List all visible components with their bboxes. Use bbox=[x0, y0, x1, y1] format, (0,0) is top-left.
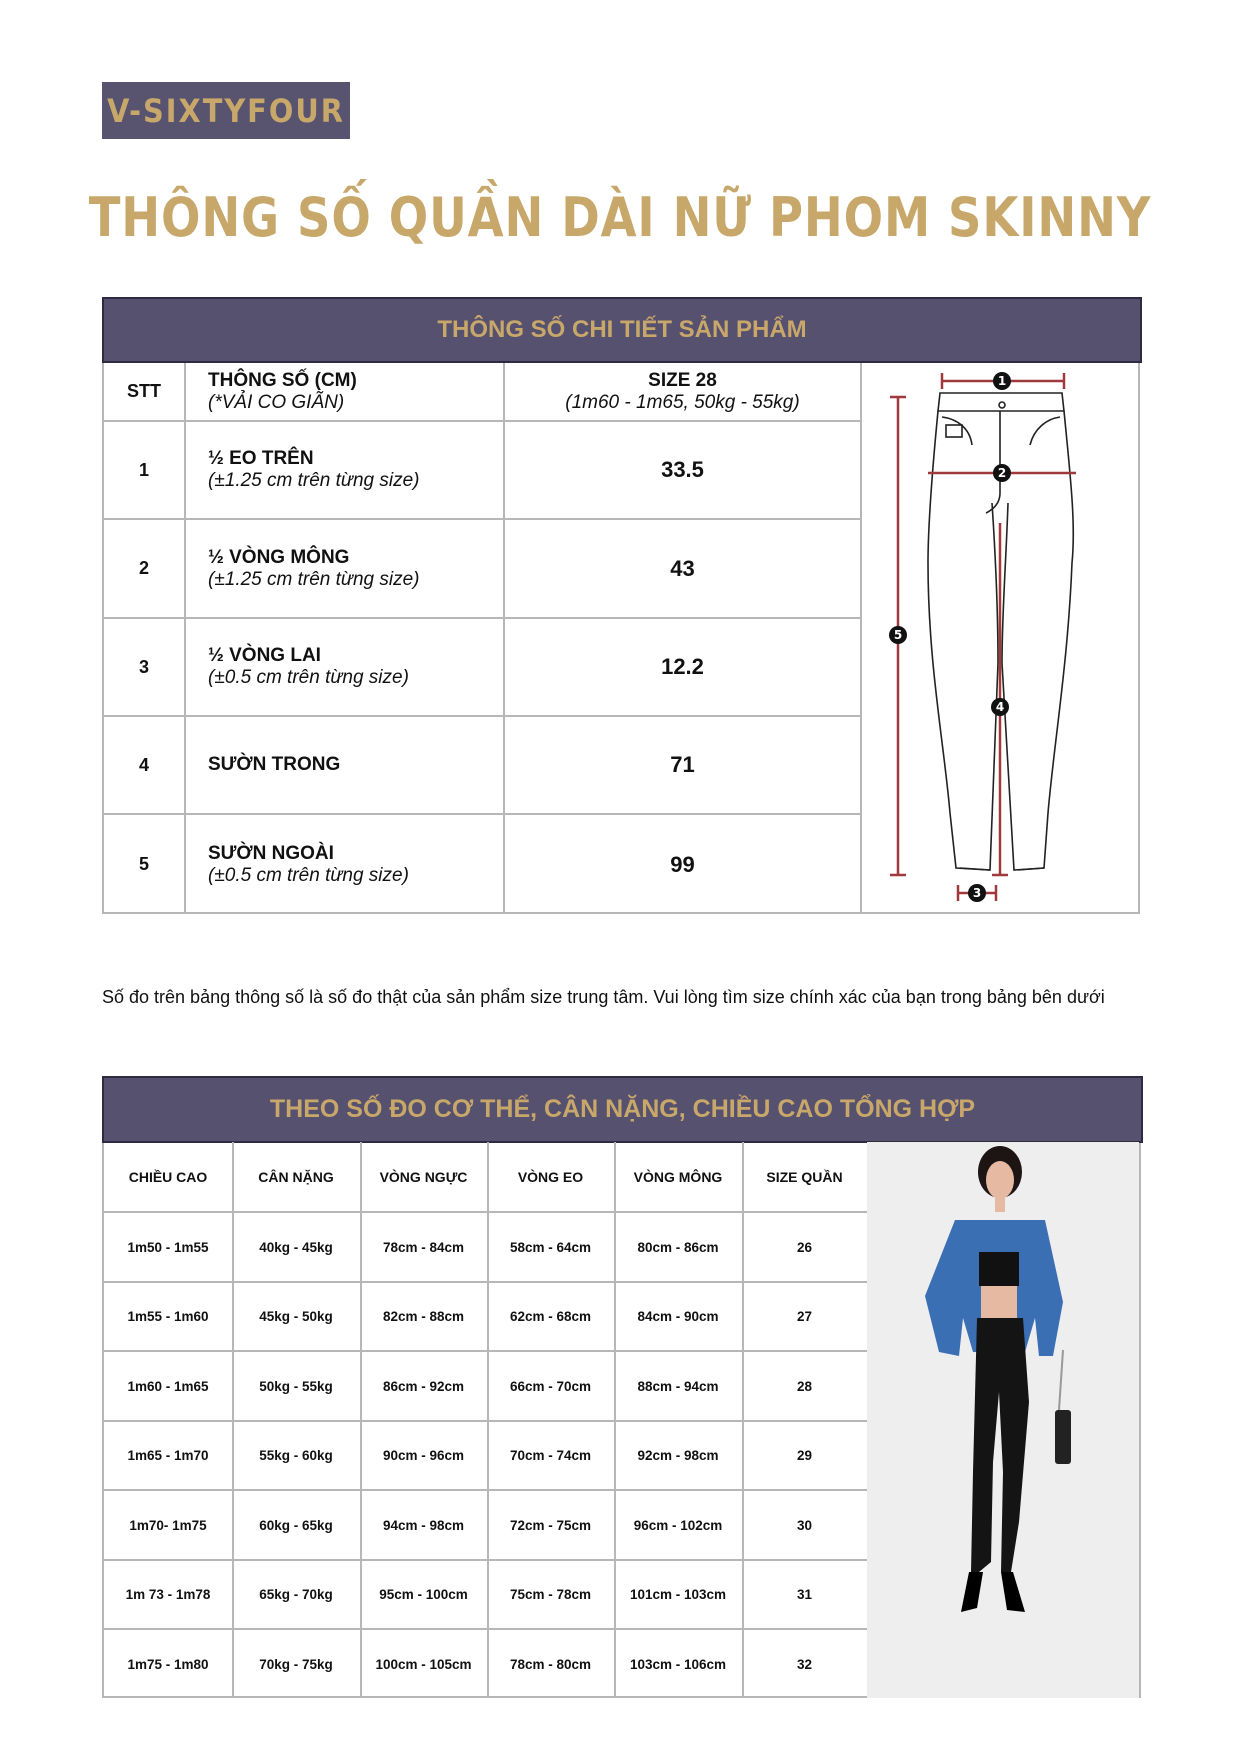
size-table-header: THEO SỐ ĐO CƠ THỂ, CÂN NẶNG, CHIỀU CAO TỔNG HỢP bbox=[102, 1076, 1143, 1143]
size-table-cell: 78cm - 80cm bbox=[509, 1656, 592, 1672]
row-spec-name: SƯỜN NGOÀI bbox=[208, 842, 334, 864]
row-spec-name: ½ EO TRÊN bbox=[208, 448, 314, 469]
row-spec-note: (±1.25 cm trên từng size) bbox=[208, 470, 420, 491]
row-spec-note: (±0.5 cm trên từng size) bbox=[208, 864, 409, 886]
pants-measurement-diagram bbox=[862, 363, 1140, 914]
size-table-cell: 31 bbox=[796, 1587, 813, 1602]
size-table-cell: 78cm - 84cm bbox=[382, 1239, 465, 1255]
brand-logo: V-SIXTYFOUR bbox=[102, 82, 350, 139]
size-col-header: VÒNG MÔNG bbox=[633, 1168, 723, 1185]
size-table-cell: 62cm - 68cm bbox=[509, 1309, 592, 1324]
size-table-cell: 72cm - 75cm bbox=[509, 1517, 592, 1533]
size-table-cell: 88cm - 94cm bbox=[637, 1378, 719, 1394]
size-col-header: SIZE QUẦN bbox=[766, 1168, 843, 1185]
size-table-cell: 30 bbox=[796, 1517, 813, 1533]
svg-text:1: 1 bbox=[997, 374, 1007, 388]
size-table-cell: 1m55 - 1m60 bbox=[127, 1309, 209, 1324]
size-table-cell: 100cm - 105cm bbox=[375, 1656, 472, 1672]
marker-2 bbox=[993, 464, 1011, 482]
row-value: 71 bbox=[670, 752, 695, 777]
size-table-cell: 27 bbox=[796, 1309, 813, 1324]
size-col-header: CÂN NẶNG bbox=[258, 1168, 334, 1185]
size-table-cell: 75cm - 78cm bbox=[509, 1587, 592, 1602]
col-spec-header bbox=[208, 363, 498, 420]
size-table-cell: 101cm - 103cm bbox=[629, 1587, 727, 1602]
col-spec-label: THÔNG SỐ (CM) bbox=[208, 369, 357, 391]
svg-text:4: 4 bbox=[995, 700, 1005, 714]
row-spec-note: (±0.5 cm trên từng size) bbox=[208, 667, 409, 688]
col-size-header bbox=[505, 363, 860, 420]
size-table-cell: 45kg - 50kg bbox=[259, 1309, 333, 1324]
size-table-cell: 80cm - 86cm bbox=[637, 1239, 719, 1255]
size-table-cell: 92cm - 98cm bbox=[637, 1448, 719, 1463]
col-spec-note: (*VẢI CO GIÃN) bbox=[208, 391, 345, 413]
row-spec-name: ½ VÒNG LAI bbox=[208, 645, 321, 666]
svg-text:5: 5 bbox=[893, 628, 903, 642]
size-table-cell: 1m60 - 1m65 bbox=[127, 1378, 209, 1394]
row-spec-note: (±1.25 cm trên từng size) bbox=[208, 568, 420, 590]
row-value: 43 bbox=[670, 555, 695, 581]
col-size-note: (1m60 - 1m65, 50kg - 55kg) bbox=[565, 391, 800, 413]
size-col-header: VÒNG EO bbox=[517, 1168, 584, 1185]
row-spec-name: SƯỜN TRONG bbox=[208, 754, 341, 775]
col-size-label: SIZE 28 bbox=[648, 369, 717, 391]
size-table-cell: 66cm - 70cm bbox=[509, 1378, 592, 1394]
model-photo bbox=[867, 1142, 1139, 1698]
size-table-cell: 1m65 - 1m70 bbox=[127, 1448, 209, 1463]
size-table-cell: 1m70- 1m75 bbox=[129, 1517, 207, 1533]
row-stt: 1 bbox=[138, 459, 149, 480]
row-value: 33.5 bbox=[661, 457, 704, 482]
size-table-cell: 60kg - 65kg bbox=[259, 1517, 333, 1533]
col-stt-label: STT bbox=[127, 381, 161, 401]
row-stt: 5 bbox=[138, 854, 149, 874]
page-title: THÔNG SỐ QUẦN DÀI NỮ PHOM SKINNY bbox=[88, 186, 1152, 249]
size-table-cell: 55kg - 60kg bbox=[259, 1448, 333, 1463]
spec-table-header: THÔNG SỐ CHI TIẾT SẢN PHẨM bbox=[102, 297, 1142, 363]
size-table-cell: 32 bbox=[796, 1656, 813, 1672]
marker-3 bbox=[968, 884, 986, 902]
size-col-header: CHIỀU CAO bbox=[128, 1168, 208, 1185]
marker-1 bbox=[993, 372, 1011, 390]
size-table-cell: 40kg - 45kg bbox=[259, 1239, 333, 1255]
size-table-cell: 70cm - 74cm bbox=[509, 1448, 592, 1463]
size-table-cell: 58cm - 64cm bbox=[509, 1239, 592, 1255]
svg-text:3: 3 bbox=[972, 886, 982, 900]
size-table-cell: 103cm - 106cm bbox=[629, 1656, 727, 1672]
size-table-cell: 29 bbox=[796, 1448, 813, 1463]
row-value: 12.2 bbox=[661, 654, 704, 679]
size-table-cell: 28 bbox=[796, 1378, 813, 1394]
size-table-cell: 50kg - 55kg bbox=[259, 1378, 333, 1394]
size-table-cell: 1m 73 - 1m78 bbox=[125, 1587, 211, 1602]
size-col-header: VÒNG NGỰC bbox=[379, 1168, 468, 1185]
row-stt: 3 bbox=[138, 656, 149, 677]
svg-text:2: 2 bbox=[997, 466, 1007, 480]
size-table-cell: 95cm - 100cm bbox=[379, 1587, 468, 1602]
size-table-cell: 96cm - 102cm bbox=[633, 1517, 723, 1533]
marker-5 bbox=[889, 626, 907, 644]
size-table-cell: 84cm - 90cm bbox=[637, 1309, 719, 1324]
size-table-cell: 1m75 - 1m80 bbox=[127, 1656, 209, 1672]
size-table-cell: 26 bbox=[796, 1239, 813, 1255]
note-text: Số đo trên bảng thông số là số đo thật của sản phẩm size trung tâm. Vui lòng tìm size chính xác của bạn trong bảng bên dưới bbox=[102, 987, 1105, 1007]
size-table-cell: 1m50 - 1m55 bbox=[127, 1239, 209, 1255]
size-table bbox=[102, 1076, 1141, 1698]
size-table-cell: 65kg - 70kg bbox=[259, 1587, 333, 1602]
size-table-cell: 94cm - 98cm bbox=[382, 1517, 465, 1533]
row-spec-name: ½ VÒNG MÔNG bbox=[208, 546, 350, 568]
size-table-cell: 82cm - 88cm bbox=[382, 1309, 465, 1324]
spec-table bbox=[102, 297, 1140, 914]
size-table-cell: 86cm - 92cm bbox=[382, 1378, 465, 1394]
size-table-cell: 70kg - 75kg bbox=[259, 1656, 333, 1672]
size-table-cell: 90cm - 96cm bbox=[382, 1448, 465, 1463]
col-stt-header bbox=[104, 363, 184, 420]
row-value: 99 bbox=[670, 851, 695, 877]
row-stt: 4 bbox=[138, 754, 149, 775]
row-stt: 2 bbox=[138, 558, 149, 578]
marker-4 bbox=[991, 698, 1009, 716]
